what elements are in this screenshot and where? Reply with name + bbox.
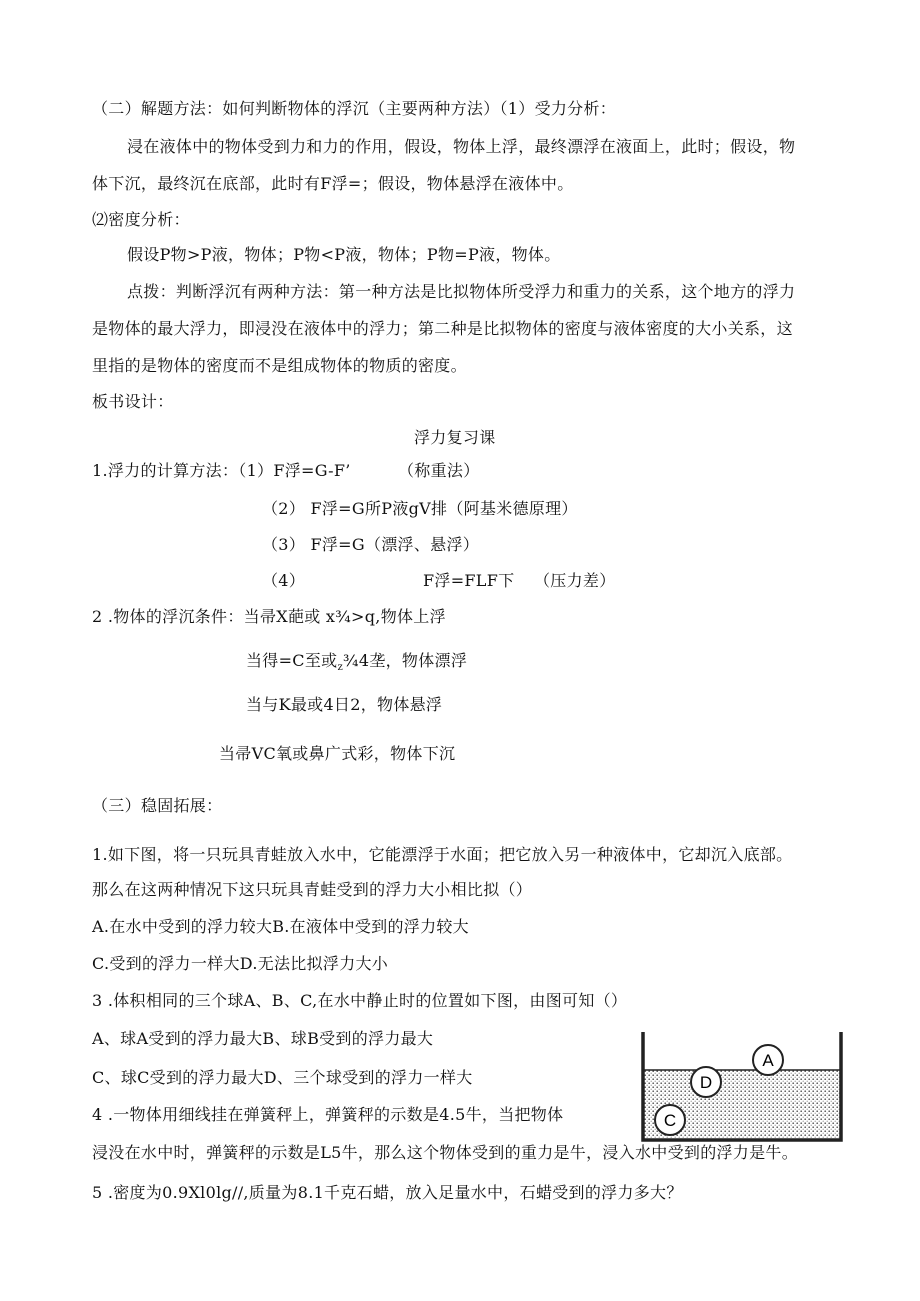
section3-heading: （三）稳固拓展： xyxy=(92,796,223,815)
question1-options-ab: A.在水中受到的浮力较大B.在液体中受到的浮力较大 xyxy=(92,917,469,936)
ball-b-label: D xyxy=(699,1073,713,1092)
paragraph-force-line1: 浸在液体中的物体受到力和力的作用，假设，物体上浮，最终漂浮在液面上，此时；假设，物 xyxy=(127,137,796,156)
board-design-label: 板书设计： xyxy=(92,392,174,411)
calc-method3: （3） F浮=G（漂浮、悬浮） xyxy=(262,535,480,554)
tip-line3: 里指的是物体的密度而不是组成物体的物质的密度。 xyxy=(92,356,467,375)
calc-method-heading: 1.浮力的计算方法：（1）F浮=G-F’ xyxy=(92,461,351,480)
ball-a xyxy=(753,1045,783,1075)
question1-line2: 那么在这两种情况下这只玩具青蛙受到的浮力大小相比拟（） xyxy=(92,880,533,899)
calc-method4-note: （压力差） xyxy=(534,571,616,590)
condition-line3: 当与K最或4日2，物体悬浮 xyxy=(246,695,443,714)
ball-b xyxy=(691,1067,721,1097)
question3-options-cd: C、球C受到的浮力最大D、三个球受到的浮力一样大 xyxy=(92,1068,473,1087)
question3-line: 3 .体积相同的三个球A、B、C,在水中静止时的位置如下图，由图可知（） xyxy=(92,991,628,1010)
paragraph-force-line2: 体下沉，最终沉在底部，此时有F浮=；假设，物体悬浮在液体中。 xyxy=(92,174,574,193)
ball-a-label: A xyxy=(762,1051,774,1070)
tip-line2: 是物体的最大浮力，即浸没在液体中的浮力；第二种是比拟物体的密度与液体密度的大小关系，这 xyxy=(92,319,793,338)
calc-method2: （2） F浮=G所P液gV排（阿基米德原理） xyxy=(262,499,578,518)
ball-c-label: C xyxy=(663,1111,677,1130)
balls-in-water-figure xyxy=(640,1030,844,1142)
question4-line2: 浸没在水中时，弹簧秤的示数是L5牛，那么这个物体受到的重力是牛，浸入水中受到的浮力是牛。 xyxy=(92,1143,799,1162)
tip-line1: 点拨：判断浮沉有两种方法：第一种方法是比拟物体所受浮力和重力的关系，这个地方的浮力 xyxy=(127,282,796,301)
calc-method1-note: （称重法） xyxy=(398,461,480,480)
question3-options-ab: A、球A受到的浮力最大B、球B受到的浮力最大 xyxy=(92,1029,434,1048)
calc-method4-number: （4） xyxy=(262,571,306,590)
calc-method4-formula: F浮=FLF下 xyxy=(423,571,515,590)
question5-line: 5 .密度为0.9Xl0lg//,质量为8.1千克石蜡，放入足量水中，石蜡受到的浮力多大？ xyxy=(92,1183,683,1202)
condition-line1: 2 .物体的浮沉条件：当帚X葩或 x¾>q,物体上浮 xyxy=(92,607,446,626)
ball-c xyxy=(655,1105,685,1135)
question1-line1: 1.如下图，将一只玩具青蛙放入水中，它能漂浮于水面；把它放入另一种液体中，它却沉入底部。 xyxy=(92,845,793,864)
density-heading: ⑵密度分析： xyxy=(92,210,190,229)
question4-line1: 4 .一物体用细线挂在弹簧秤上，弹簧秤的示数是4.5牛，当把物体 xyxy=(92,1105,564,1124)
question1-options-cd: C.受到的浮力一样大D.无法比拟浮力大小 xyxy=(92,954,389,973)
condition-line2: 当得=C至或$_z$¾4垄，物体漂浮 xyxy=(246,651,468,674)
condition-line4: 当帚VC氧或鼻广式彩，物体下沉 xyxy=(219,744,456,763)
density-line: 假设P物>P液，物体；P物<P液，物体；P物=P液，物体。 xyxy=(127,245,561,264)
board-title: 浮力复习课 xyxy=(414,428,496,447)
section2-heading: （二）解题方法：如何判断物体的浮沉（主要两种方法）（1）受力分析： xyxy=(92,99,617,118)
